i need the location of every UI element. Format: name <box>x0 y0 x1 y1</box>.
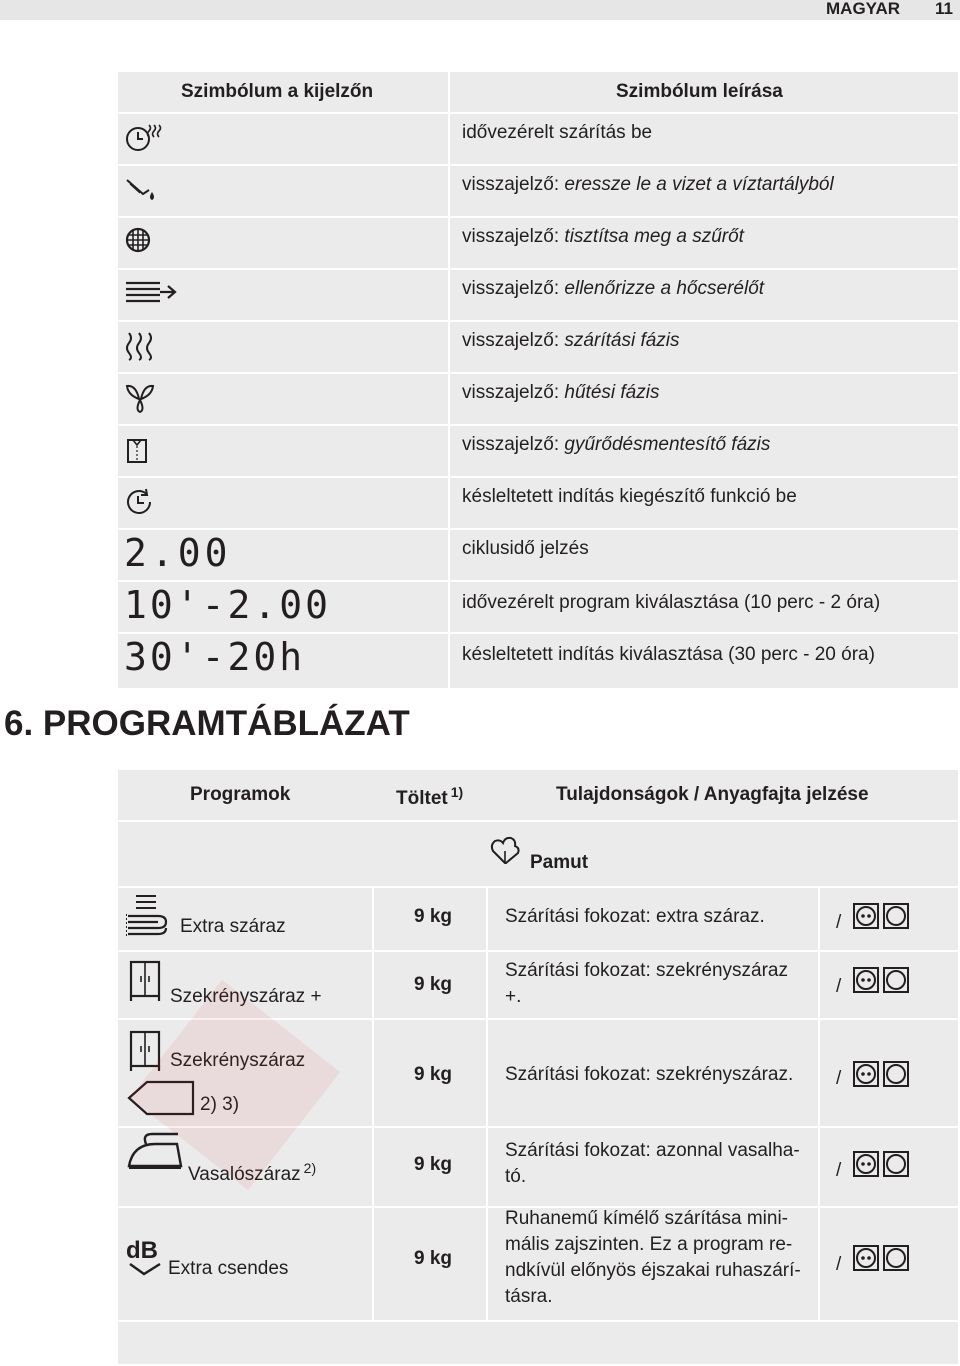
timed-program-display <box>124 586 334 626</box>
symbol-desc-8: késleltetett indítás kiegészítő funkció be <box>462 486 797 507</box>
tumble-dry-care-icon-5 <box>852 1244 912 1272</box>
program-name-1: Extra száraz <box>180 916 286 937</box>
extra-silent-icon <box>126 1236 166 1278</box>
empty-water-tank-icon <box>124 172 160 206</box>
cupboard-dry-icon <box>128 1028 164 1072</box>
cupboard-dry-plus-icon <box>128 958 164 1002</box>
symbol-desc-2: visszajelző: eressze le a vizet a víztartályból <box>462 174 834 195</box>
program-desc-5b: mális zajszinten. Ez a program re- <box>505 1234 793 1255</box>
properties-col-header: Tulajdonságok / Anyagfajta jelzése <box>556 784 869 805</box>
care-separator-4: / <box>836 1160 842 1181</box>
tumble-dry-care-icon-2 <box>852 966 912 994</box>
drying-phase-icon <box>124 330 156 362</box>
symbol-col-desc-header: Szimbólum leírása <box>616 81 783 102</box>
program-col-header: Programok <box>190 784 291 805</box>
load-col-header: Töltet $^{1)}$ <box>396 784 464 809</box>
program-name-4: Vasalószáraz $^{2)}$ <box>188 1160 317 1185</box>
cotton-icon <box>488 832 524 868</box>
delay-start-icon <box>124 486 156 518</box>
symbol-desc-7: visszajelző: gyűrődésmentesítő fázis <box>462 434 771 455</box>
heat-exchanger-icon <box>124 278 180 308</box>
program-desc-4b: tó. <box>505 1166 527 1187</box>
program-name-5: Extra csendes <box>168 1258 289 1279</box>
page-header <box>0 0 960 20</box>
cooling-phase-icon <box>124 382 156 414</box>
program-desc-3: Szárítási fokozat: szekrényszáraz. <box>505 1064 794 1085</box>
svg-text:dB: dB <box>126 1237 158 1264</box>
program-name-2: Szekrényszáraz + <box>170 986 322 1007</box>
header-page-number: 11 <box>935 0 953 18</box>
program-desc-5c: ndkívül előnyös éjszakai ruhaszárí- <box>505 1260 801 1281</box>
program-load-1: 9 kg <box>414 906 453 927</box>
delay-start-display <box>124 638 334 678</box>
program-desc-2b: +. <box>505 986 522 1007</box>
care-separator-2: / <box>836 976 842 997</box>
symbol-desc-4: visszajelző: ellenőrizze a hőcserélőt <box>462 278 765 299</box>
symbol-desc-9: ciklusidő jelzés <box>462 538 589 559</box>
care-separator-1: / <box>836 912 842 933</box>
symbol-desc-6: visszajelző: hűtési fázis <box>462 382 660 403</box>
tumble-dry-care-icon-3 <box>852 1060 912 1088</box>
symbol-desc-3: visszajelző: tisztítsa meg a szűrőt <box>462 226 744 247</box>
program-load-3: 9 kg <box>414 1064 453 1085</box>
symbol-desc-10: idővezérelt program kiválasztása (10 perc - 2 óra) <box>462 592 881 613</box>
svg-text:10'-2.00: 10'-2.00 <box>124 586 332 626</box>
header-language: MAGYAR <box>826 0 900 18</box>
section-title: 6. PROGRAMTÁBLÁZAT <box>4 704 410 743</box>
timed-drying-icon <box>124 120 164 154</box>
program-desc-1: Szárítási fokozat: extra száraz. <box>505 906 765 927</box>
symbol-desc-5: visszajelző: szárítási fázis <box>462 330 680 351</box>
program-note-3: 2) 3) <box>200 1094 240 1115</box>
cycle-time-display <box>124 534 324 574</box>
filter-icon <box>124 226 154 256</box>
svg-text:30'-20h: 30'-20h <box>124 638 306 678</box>
program-name-3: Szekrényszáraz <box>170 1050 306 1071</box>
tumble-dry-care-icon-4 <box>852 1150 912 1178</box>
group-label: Pamut <box>530 852 589 873</box>
program-desc-2a: Szárítási fokozat: szekrényszáraz <box>505 960 788 981</box>
care-separator-3: / <box>836 1068 842 1089</box>
iron-dry-icon <box>126 1130 186 1172</box>
program-load-5: 9 kg <box>414 1248 453 1269</box>
program-desc-5d: tásra. <box>505 1286 553 1307</box>
anti-crease-icon <box>124 434 152 466</box>
symbol-col-display-header: Szimbólum a kijelzőn <box>181 81 374 102</box>
program-desc-4a: Szárítási fokozat: azonnal vasalha- <box>505 1140 800 1161</box>
care-separator-5: / <box>836 1254 842 1275</box>
label-tag-icon <box>126 1078 196 1118</box>
program-load-2: 9 kg <box>414 974 453 995</box>
svg-text:2.00: 2.00 <box>124 534 232 574</box>
symbol-desc-11: késleltetett indítás kiválasztása (30 perc - 20 óra) <box>462 644 875 665</box>
tumble-dry-care-icon-1 <box>852 902 912 930</box>
program-load-4: 9 kg <box>414 1154 453 1175</box>
symbol-desc-1: idővezérelt szárítás be <box>462 122 653 143</box>
program-desc-5a: Ruhanemű kímélő szárítása mini- <box>505 1208 788 1229</box>
extra-dry-icon <box>126 892 178 938</box>
